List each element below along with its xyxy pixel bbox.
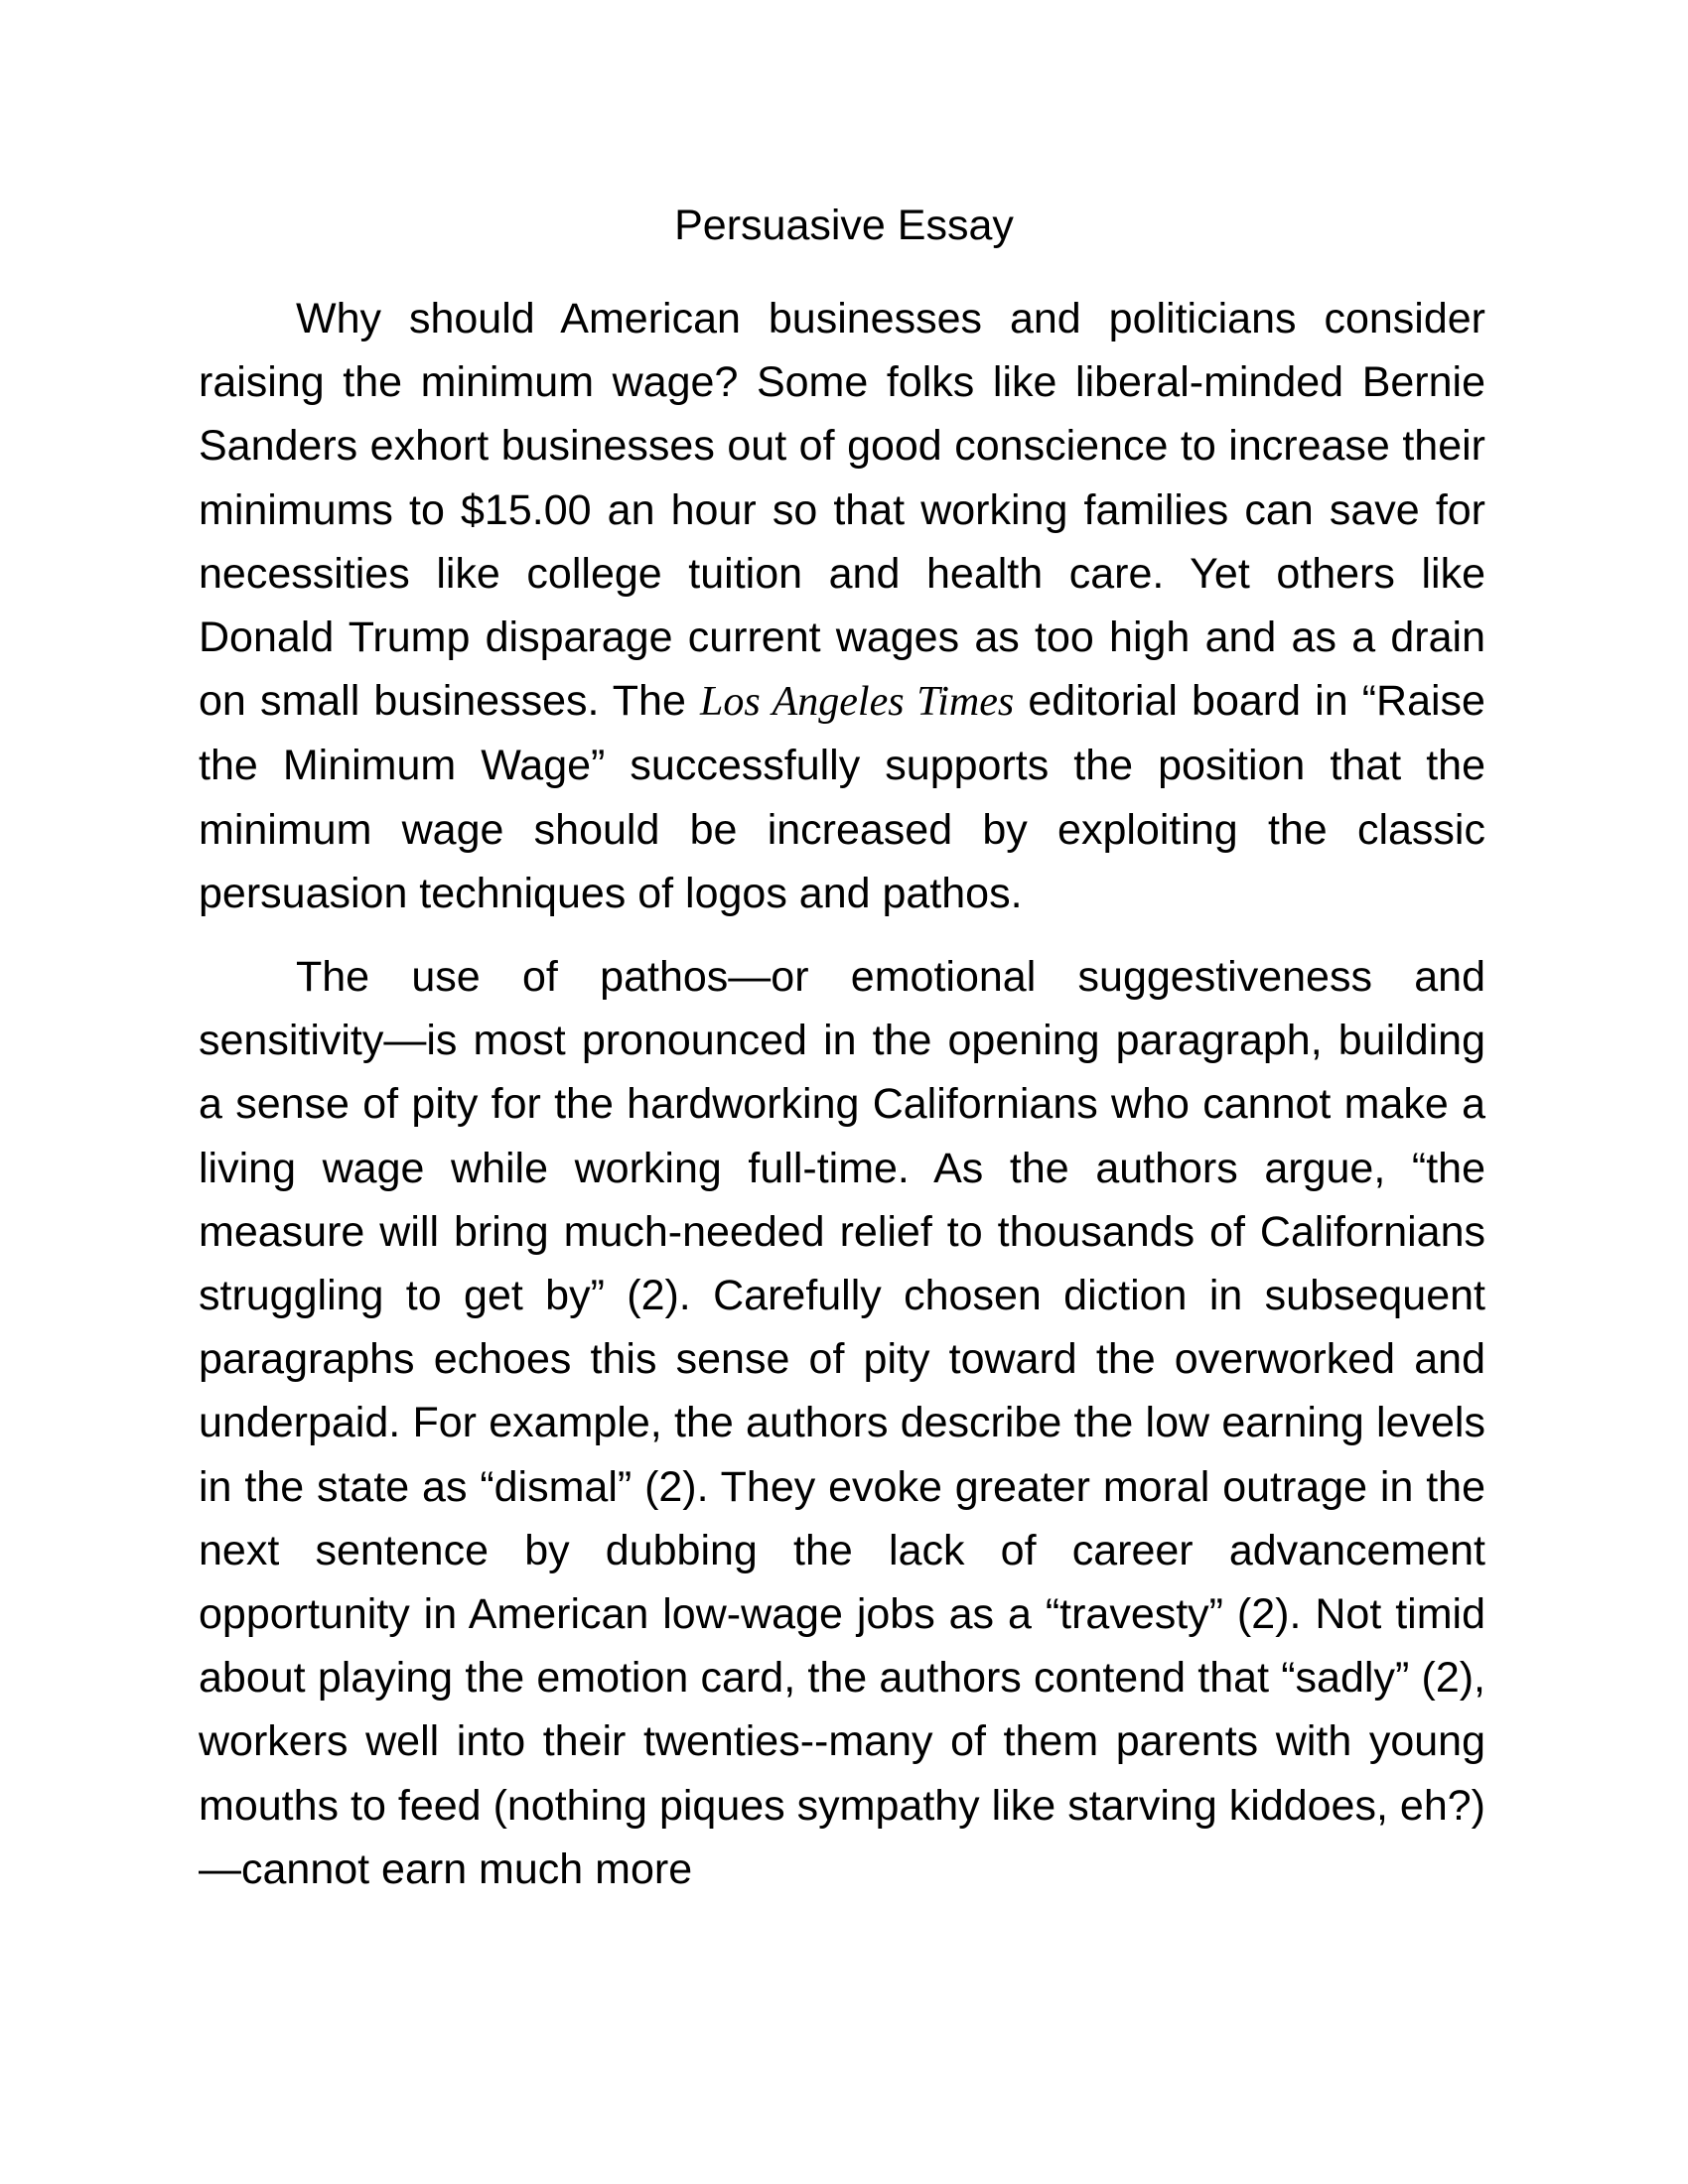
paragraph-1 xyxy=(199,287,1485,925)
paragraph-2: The use of pathos—or emotional suggestiveness and sensitivity—is most pronounced in the opening paragraph, building a sense of pity for the hardworking Californians who cannot make a living wage while working full-time. As the authors argue, “the measure will bring much-needed relief to thousands of Californians struggling to get by” (2). Carefully chosen diction in subsequent paragraphs echoes this sense of pity toward the overworked and underpaid. For example, the authors describe the low earning levels in the state as “dismal” (2). They evoke greater moral outrage in the next sentence by dubbing the lack of career advancement opportunity in American low-wage jobs as a “travesty” (2). Not timid about playing the emotion card, the authors contend that “sadly” (2), workers well into their twenties--many of them parents with young mouths to feed (nothing piques sympathy like starving kiddoes, eh?)—cannot earn much more xyxy=(199,953,1485,1893)
document-title: Persuasive Essay xyxy=(674,202,1014,249)
paragraph-1-text-before: Why should American businesses and politicians consider raising the minimum wage? Some folks like liberal-minded Bernie Sanders exhort businesses out of good conscience to increase their minimums to $15.00 an hour so that working families can save for necessities like college tuition and health care. Yet others like Donald Trump disparage current wages as too high and as a drain on small businesses. The xyxy=(199,295,1485,726)
paragraph-1-text-after: editorial board in “Raise the Minimum Wage” successfully supports the position that the minimum wage should be increased by exploiting the classic persuasion techniques of logos and pathos. xyxy=(199,677,1485,917)
publication-name: Los Angeles Times xyxy=(700,679,1015,726)
